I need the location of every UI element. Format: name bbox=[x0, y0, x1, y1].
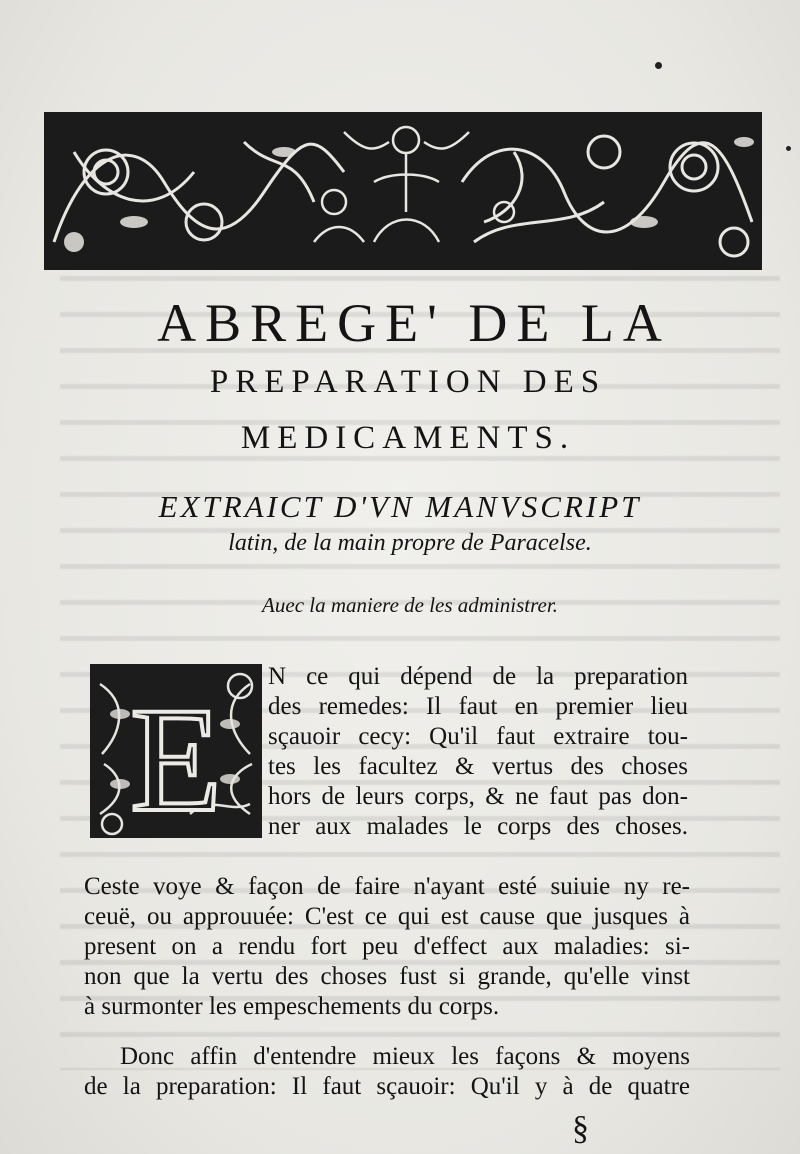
text-line: Donc affin d'entendre mieux les façons & moyens bbox=[120, 1043, 690, 1070]
title-line-1: ABREGE' DE LA bbox=[157, 293, 671, 353]
subtitle-line-1: EXTRAICT D'VN MANVSCRIPT bbox=[158, 489, 642, 524]
text-line: present on a rendu fort peu d'effect aux maladies: si- bbox=[84, 933, 690, 960]
drop-cap-letter: E bbox=[130, 677, 222, 838]
text-line: Ceste voye & façon de faire n'ayant esté suiuie ny re- bbox=[84, 873, 690, 900]
ornamental-header-band bbox=[44, 112, 762, 270]
text-line: non que la vertu des choses fust si grande, qu'elle vinst bbox=[84, 963, 690, 990]
paragraph-2 bbox=[84, 1042, 690, 1102]
text-line: sçauoir cecy: Qu'il faut extraire tou- bbox=[268, 723, 688, 750]
text-line: tes les facultez & vertus des choses bbox=[268, 753, 688, 780]
title-line-3: MEDICAMENTS. bbox=[240, 420, 576, 456]
text-line: ceuë, ou approuuée: C'est ce qui est cause que jusques à bbox=[84, 903, 690, 930]
subtitle-line-3: Auec la maniere de les administrer. bbox=[262, 593, 558, 617]
text-line: hors de leurs corps, & ne faut pas don- bbox=[268, 783, 688, 810]
paragraph-1-continued bbox=[84, 872, 690, 1022]
drop-cap bbox=[90, 664, 262, 838]
signature-mark: § bbox=[572, 1110, 589, 1147]
floral-ornament-icon bbox=[44, 112, 762, 270]
text-line: à surmonter les empeschements du corps. bbox=[84, 993, 500, 1020]
text-line: ner aux malades le corps des choses. bbox=[268, 813, 688, 840]
paragraph-1-indented bbox=[268, 662, 688, 842]
subtitle-line-2: latin, de la main propre de Paracelse. bbox=[228, 530, 592, 556]
text-line: de la preparation: Il faut sçauoir: Qu'il y à de quatre bbox=[84, 1073, 690, 1100]
text-line: N ce qui dépend de la preparation bbox=[268, 663, 688, 690]
ink-speck bbox=[786, 146, 791, 151]
title-line-2: PREPARATION DES bbox=[209, 364, 607, 400]
ornamental-initial-icon bbox=[90, 664, 262, 838]
text-line: des remedes: Il faut en premier lieu bbox=[268, 693, 688, 720]
ink-speck bbox=[655, 62, 662, 69]
